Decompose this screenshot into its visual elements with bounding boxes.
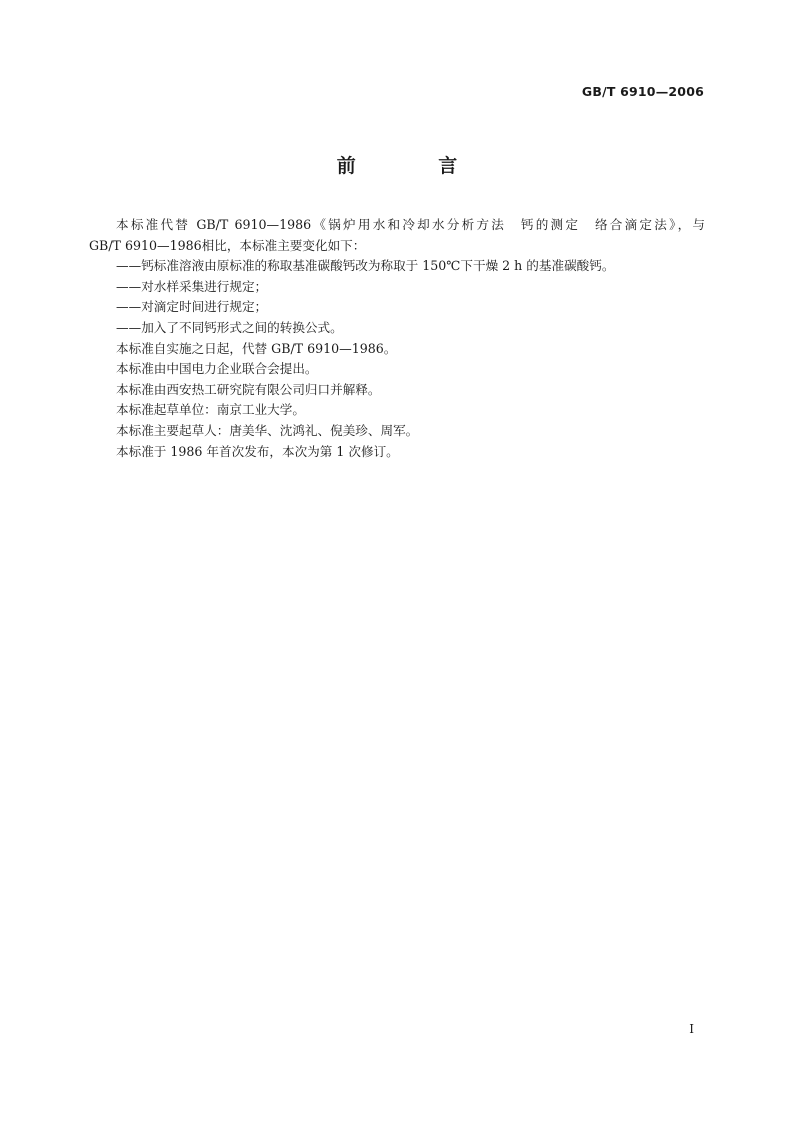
list-item-change-1: ——钙标准溶液由原标准的称取基准碳酸钙改为称取于 150℃下干燥 2 h 的基准碳酸钙。 (116, 258, 615, 274)
list-item-change-2: ——对水样采集进行规定； (116, 278, 268, 294)
paragraph-drafters: 本标准主要起草人：唐美华、沈鸿礼、倪美珍、周军。 (116, 422, 419, 438)
paragraph-managed-by: 本标准由西安热工研究院有限公司归口并解释。 (116, 381, 381, 397)
paragraph-changes-intro: GB/T 6910—1986相比，本标准主要变化如下： (89, 237, 366, 253)
list-item-change-4: ——加入了不同钙形式之间的转换公式。 (116, 319, 343, 335)
document-body (89, 215, 705, 462)
standard-code: GB/T 6910—2006 (581, 84, 704, 99)
page-title: 前 言 (336, 155, 496, 177)
paragraph-proposed-by: 本标准由中国电力企业联合会提出。 (116, 361, 318, 377)
paragraph-history: 本标准于 1986 年首次发布，本次为第 1 次修订。 (116, 443, 399, 459)
paragraph-drafting-unit: 本标准起草单位：南京工业大学。 (116, 402, 305, 418)
paragraph-effective: 本标准自实施之日起，代替 GB/T 6910—1986。 (116, 340, 397, 356)
paragraph-replaces: 本标准代替 GB/T 6910—1986《锅炉用水和冷却水分析方法 钙的测定 络合滴定法》，与 (116, 217, 705, 232)
list-item-change-3: ——对滴定时间进行规定； (116, 299, 268, 315)
page-number: I (689, 1022, 694, 1036)
